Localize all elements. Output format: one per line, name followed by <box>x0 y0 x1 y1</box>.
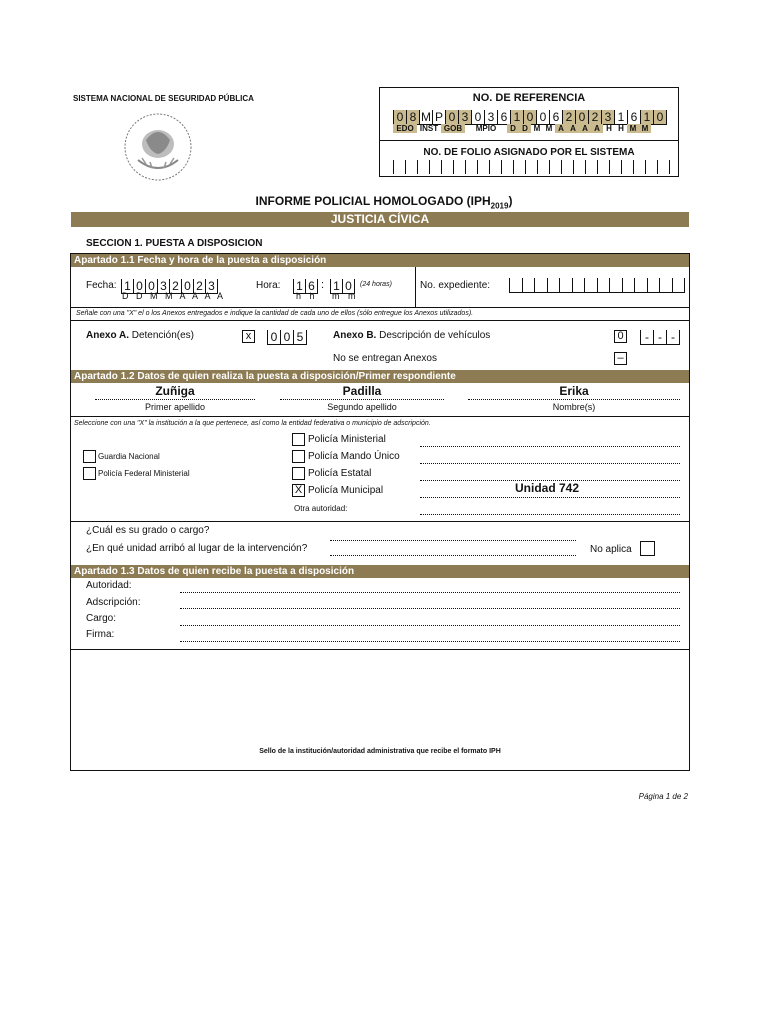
folio-box <box>453 160 465 174</box>
reference-digit: 0 <box>536 110 549 125</box>
reference-label: GOB <box>441 124 465 133</box>
hora-m-digit: 0 <box>342 279 355 294</box>
reference-digit: 6 <box>497 110 510 125</box>
adscripcion-label: Adscripción: <box>86 597 141 608</box>
folio-box <box>621 160 633 174</box>
expediente-box <box>609 278 622 293</box>
mando-checkbox[interactable] <box>292 450 305 463</box>
folio-box <box>657 160 670 174</box>
reference-label: A <box>567 124 579 133</box>
folio-box <box>489 160 501 174</box>
expediente-input[interactable] <box>509 278 685 298</box>
hora-hh: h h <box>296 291 318 301</box>
reference-digit: 3 <box>601 110 614 125</box>
reference-label: A <box>555 124 567 133</box>
folio-box <box>645 160 657 174</box>
apartado-1-3-bar: Apartado 1.3 Datos de quien recibe la puesta a disposición <box>71 565 689 578</box>
expediente-box <box>647 278 660 293</box>
ministerial-label: Policía Ministerial <box>308 434 386 445</box>
hora-h-digit: 6 <box>305 279 318 294</box>
reference-digit: 2 <box>562 110 575 125</box>
segundo-apellido-value[interactable]: Padilla <box>342 384 382 398</box>
institucion-note: Seleccione con una "X" la institución a la que pertenece, así como la entidad federativa o municipio de adscripción. <box>74 420 431 427</box>
expediente-box <box>597 278 610 293</box>
reference-digit: 8 <box>406 110 419 125</box>
segundo-apellido-label: Segundo apellido <box>327 402 397 412</box>
reference-digit: 0 <box>393 110 406 125</box>
reference-digit: 0 <box>653 110 667 125</box>
form-banner: JUSTICIA CÍVICA <box>71 212 689 227</box>
reference-digit: 3 <box>458 110 471 125</box>
folio-input[interactable] <box>393 160 670 179</box>
anexo-b-checkbox[interactable]: 0 <box>614 330 627 343</box>
unidad-question: ¿En qué unidad arribó al lugar de la intervención? <box>86 543 308 554</box>
reference-digit: 0 <box>523 110 536 125</box>
mando-label: Policía Mando Único <box>308 451 400 462</box>
folio-title: NO. DE FOLIO ASIGNADO POR EL SISTEMA <box>423 147 635 158</box>
guardia-checkbox[interactable] <box>83 450 96 463</box>
reference-digit: 1 <box>640 110 653 125</box>
reference-label: D <box>507 124 519 133</box>
expediente-label: No. expediente: <box>420 280 491 291</box>
apartado-1-2-bar: Apartado 1.2 Datos de quien realiza la puesta a disposición/Primer respondiente <box>71 370 689 383</box>
reference-title: NO. DE REFERENCIA <box>472 92 586 104</box>
national-seal-icon <box>110 110 206 185</box>
firma-label: Firma: <box>86 629 115 640</box>
reference-label: A <box>579 124 591 133</box>
reference-label: H <box>618 124 624 133</box>
no-anexos-checkbox[interactable]: – <box>614 352 627 365</box>
municipal-checkbox[interactable]: X <box>292 484 305 497</box>
reference-digit: 1 <box>510 110 523 125</box>
page-number: Página 1 de 2 <box>638 792 688 801</box>
reference-digit: 3 <box>484 110 497 125</box>
reference-labels <box>393 124 651 133</box>
fecha-label: Fecha: <box>86 280 117 291</box>
municipal-label: Policía Municipal <box>308 485 384 496</box>
grado-question: ¿Cuál es su grado o cargo? <box>86 525 210 536</box>
reference-label: A <box>591 124 603 133</box>
anexo-a-digit: 5 <box>293 330 307 345</box>
expediente-box <box>547 278 560 293</box>
reference-digit: 1 <box>614 110 627 125</box>
fecha-digit: 3 <box>205 279 218 294</box>
folio-box <box>501 160 513 174</box>
folio-box <box>549 160 561 174</box>
autoridad-label: Autoridad: <box>86 580 132 591</box>
hora-mm: m m <box>332 291 359 301</box>
fecha-digit: 0 <box>133 279 145 294</box>
folio-box <box>429 160 441 174</box>
fecha-format: D D M M A A A A <box>122 291 226 301</box>
page-title: INFORME POLICIAL HOMOLOGADO $(IPH_{2019})$ <box>255 194 513 211</box>
folio-box <box>609 160 621 174</box>
no-anexos-label: No se entregan Anexos <box>333 353 437 364</box>
anexo-b-label: Anexo B. Descripción de vehículos <box>333 330 491 341</box>
anexo-a-digit: 0 <box>280 330 293 345</box>
folio-box <box>597 160 609 174</box>
fecha-digit: 2 <box>169 279 181 294</box>
reference-label: M <box>545 124 553 133</box>
no-aplica-label: No aplica <box>590 544 632 555</box>
folio-box <box>537 160 549 174</box>
folio-box <box>405 160 417 174</box>
anexo-b-digit: - <box>666 330 680 345</box>
fecha-digit: 0 <box>145 279 157 294</box>
folio-box <box>513 160 525 174</box>
otra-autoridad-label: Otra autoridad: <box>294 504 348 513</box>
fecha-digit: 2 <box>193 279 205 294</box>
hora-note: (24 horas) <box>360 281 392 288</box>
reference-digit: M <box>421 110 431 124</box>
anexo-a-count[interactable] <box>267 328 307 346</box>
folio-box <box>477 160 489 174</box>
folio-box <box>585 160 597 174</box>
primer-apellido-value[interactable]: Zuñiga <box>155 384 195 398</box>
expediente-box <box>659 278 672 293</box>
primer-apellido-label: Primer apellido <box>144 402 206 412</box>
expediente-box <box>622 278 635 293</box>
expediente-box <box>672 278 686 293</box>
reference-digit: 6 <box>549 110 562 125</box>
nombre-label: Nombre(s) <box>552 402 596 412</box>
folio-box <box>633 160 645 174</box>
reference-label: M <box>627 124 639 133</box>
folio-box <box>465 160 477 174</box>
cargo-label: Cargo: <box>86 613 117 624</box>
apartado-1-1-bar: Apartado 1.1 Fecha y hora de la puesta a disposición <box>71 254 689 267</box>
estatal-label: Policía Estatal <box>308 468 372 479</box>
anexo-a-label: Anexo A. Detención(es) <box>86 330 195 341</box>
expediente-box <box>584 278 597 293</box>
anexo-b-digit: - <box>653 330 666 345</box>
reference-digit: 0 <box>575 110 588 125</box>
reference-digit: 0 <box>445 110 458 125</box>
reference-digits <box>393 108 667 122</box>
hora-label: Hora: <box>256 280 281 291</box>
reference-label: MPIO <box>475 124 497 133</box>
guardia-label: Guardia Nacional <box>98 452 160 461</box>
sello-caption: Sello de la institución/autoridad administrativa que recibe el formato IPH <box>259 748 501 755</box>
expediente-box <box>559 278 572 293</box>
folio-box <box>525 160 537 174</box>
reference-label: H <box>606 124 612 133</box>
hora-h-digit: 1 <box>293 279 305 294</box>
expediente-box <box>522 278 535 293</box>
estatal-checkbox[interactable] <box>292 467 305 480</box>
hora-colon: : <box>321 279 325 291</box>
reference-label: M <box>533 124 541 133</box>
municipal-value[interactable]: Unidad 742 <box>515 481 580 495</box>
anexo-b-count[interactable] <box>640 328 680 346</box>
folio-box <box>561 160 573 174</box>
section1-title: SECCION 1. PUESTA A DISPOSICION <box>86 238 263 249</box>
fecha-digit: 1 <box>121 279 133 294</box>
expediente-box <box>572 278 585 293</box>
fecha-digit: 3 <box>157 279 169 294</box>
agency-name: SISTEMA NACIONAL DE SEGURIDAD PÚBLICA <box>73 94 254 103</box>
no-aplica-checkbox[interactable] <box>640 541 655 556</box>
folio-box <box>441 160 453 174</box>
federal-label: Policía Federal Ministerial <box>98 469 190 478</box>
reference-label: D <box>519 124 531 133</box>
anexo-b-digit: - <box>640 330 653 345</box>
reference-digit: 2 <box>588 110 601 125</box>
reference-digit: P <box>432 110 445 125</box>
anexo-a-digit: 0 <box>267 330 280 345</box>
reference-digit: 6 <box>627 110 640 125</box>
federal-checkbox[interactable] <box>83 467 96 480</box>
anexo-a-checkbox[interactable]: x <box>242 330 255 343</box>
expediente-box <box>534 278 547 293</box>
hora-m-digit: 1 <box>330 279 342 294</box>
folio-box <box>417 160 429 174</box>
reference-label: M <box>639 124 651 133</box>
fecha-digit: 0 <box>181 279 193 294</box>
expediente-box <box>634 278 647 293</box>
anexos-note: Señale con una "X" el o los Anexos entregados e indique la cantidad de cada uno de ellos (sólo entregue los Anexos utilizados). <box>76 310 474 317</box>
folio-box <box>573 160 585 174</box>
reference-label: EDO <box>393 124 417 133</box>
reference-digit: 0 <box>471 110 484 125</box>
nombre-value[interactable]: Erika <box>559 384 589 398</box>
folio-box <box>393 160 405 174</box>
expediente-box <box>509 278 522 293</box>
reference-label: INST <box>419 124 439 133</box>
ministerial-checkbox[interactable] <box>292 433 305 446</box>
